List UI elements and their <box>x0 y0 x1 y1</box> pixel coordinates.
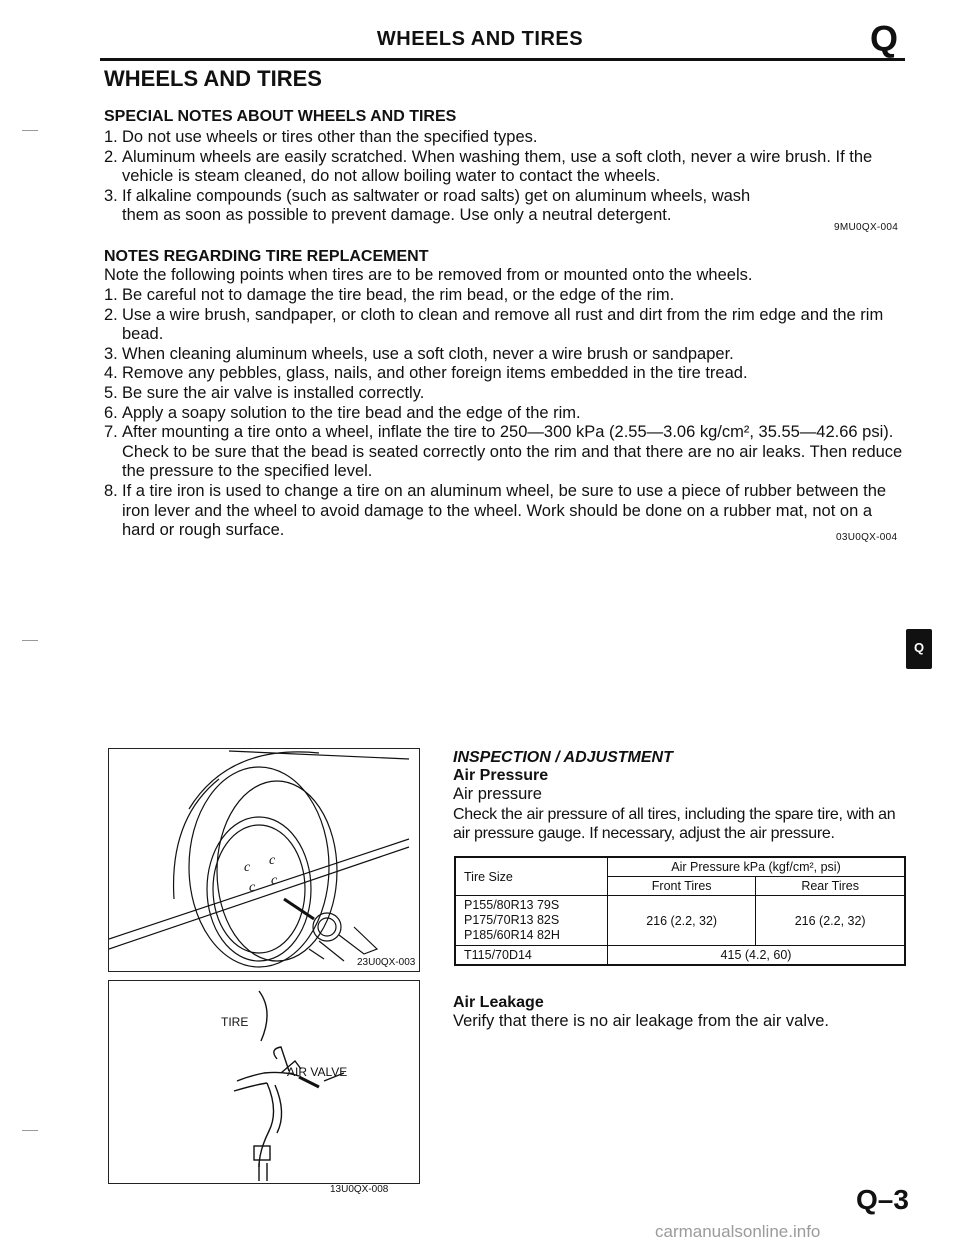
list-item: 2. Aluminum wheels are easily scratched. When washing them, use a soft cloth, never a wire brush. If the vehicle is steam cleaned, do not allow boiling water to contact the wheels. <box>104 147 873 186</box>
tire-replacement-heading: NOTES REGARDING TIRE REPLACEMENT <box>104 248 429 265</box>
figure-code: 23U0QX-003 <box>357 957 416 968</box>
section-tab-marker: Q <box>906 629 932 669</box>
air-pressure-heading: Air Pressure <box>453 767 549 784</box>
inspection-section <box>453 749 913 844</box>
margin-mark <box>22 640 38 641</box>
svg-text:c: c <box>271 873 278 888</box>
special-notes-heading: SPECIAL NOTES ABOUT WHEELS AND TIRES <box>104 108 457 125</box>
tire-gauge-illustration <box>109 749 419 971</box>
air-pressure-text: Check the air pressure of all tires, including the spare tire, with an air pressure gauge. If necessary, adjust the air pressure. <box>453 805 896 843</box>
tire-replacement-list <box>104 286 904 541</box>
list-item: 7. After mounting a tire onto a wheel, inflate the tire to 250—300 kPa (2.55—3.06 kg/cm², 35.55—42.66 psi). Check to be sure that the bead is seated correctly onto the rim and that there are no air leaks. Then reduce the pressure to the specified level. <box>104 423 903 481</box>
watermark: carmanualsonline.info <box>655 1222 821 1241</box>
header-title: WHEELS AND TIRES <box>376 28 584 50</box>
figure-code: 13U0QX-008 <box>330 1184 389 1195</box>
margin-mark <box>22 130 38 131</box>
list-item: 8. If a tire iron is used to change a tire on an aluminum wheel, be sure to use a piece of rubber between the iron lever and the wheel to avoid damage to the wheel. Work should be done on a rubber mat, not on a hard or rough surface. <box>104 481 887 540</box>
label-air-valve: AIR VALVE <box>287 1065 348 1079</box>
figure-tire-gauge <box>108 748 420 972</box>
list-item: 1. Do not use wheels or tires other than the specified types. <box>104 128 538 146</box>
list-item: 6. Apply a soapy solution to the tire bead and the edge of the rim. <box>104 403 581 422</box>
list-item: 3. When cleaning aluminum wheels, use a soft cloth, never a wire brush or sandpaper. <box>104 344 734 363</box>
air-pressure-subtitle: Air pressure <box>453 785 542 803</box>
reference-code: 03U0QX-004 <box>836 532 898 543</box>
header-tire-size: Tire Size <box>455 857 608 896</box>
air-leakage-heading: Air Leakage <box>453 994 544 1011</box>
air-leakage-section <box>453 994 913 1032</box>
header-section-letter: Q <box>870 18 899 59</box>
table-row: P155/80R13 79S P175/70R13 82S P185/60R14 82H 216 (2.2, 32) 216 (2.2, 32) <box>455 896 905 946</box>
header-front-tires: Front Tires <box>608 877 756 896</box>
air-leakage-text: Verify that there is no air leakage from the air valve. <box>453 1012 830 1030</box>
air-valve-illustration <box>109 981 419 1183</box>
list-item: 3. If alkaline compounds (such as saltwater or road salts) get on aluminum wheels, wash them as soon as possible to prevent damage. Use only a neutral detergent. <box>104 186 751 225</box>
header-rule <box>100 58 905 61</box>
list-item: 5. Be sure the air valve is installed correctly. <box>104 383 425 402</box>
svg-text:c: c <box>244 860 251 875</box>
air-pressure-table <box>454 856 906 966</box>
reference-code: 9MU0QX-004 <box>834 222 899 233</box>
list-item: 2. Use a wire brush, sandpaper, or cloth to clean and remove all rust and dirt from the rim edge and the rim bead. <box>104 305 884 344</box>
tire-replacement-intro: Note the following points when tires are to be removed from or mounted onto the wheels. <box>104 266 753 284</box>
page-title: WHEELS AND TIRES <box>104 66 322 91</box>
figure-air-valve <box>108 980 420 1184</box>
label-tire: TIRE <box>221 1015 249 1029</box>
inspection-heading: INSPECTION / ADJUSTMENT <box>453 749 673 766</box>
list-item: 4. Remove any pebbles, glass, nails, and other foreign items embedded in the tire tread. <box>104 364 748 383</box>
svg-text:c: c <box>269 853 276 868</box>
table-row: T115/70D14 415 (4.2, 60) <box>455 946 905 966</box>
header-air-pressure: Air Pressure kPa (kgf/cm², psi) <box>608 857 906 877</box>
list-item: 1. Be careful not to damage the tire bead, the rim bead, or the edge of the rim. <box>104 286 675 304</box>
margin-mark <box>22 1130 38 1131</box>
svg-text:c: c <box>249 880 256 895</box>
header-rear-tires: Rear Tires <box>756 877 905 896</box>
special-notes-list <box>104 128 904 226</box>
page-number: Q–3 <box>856 1184 909 1215</box>
